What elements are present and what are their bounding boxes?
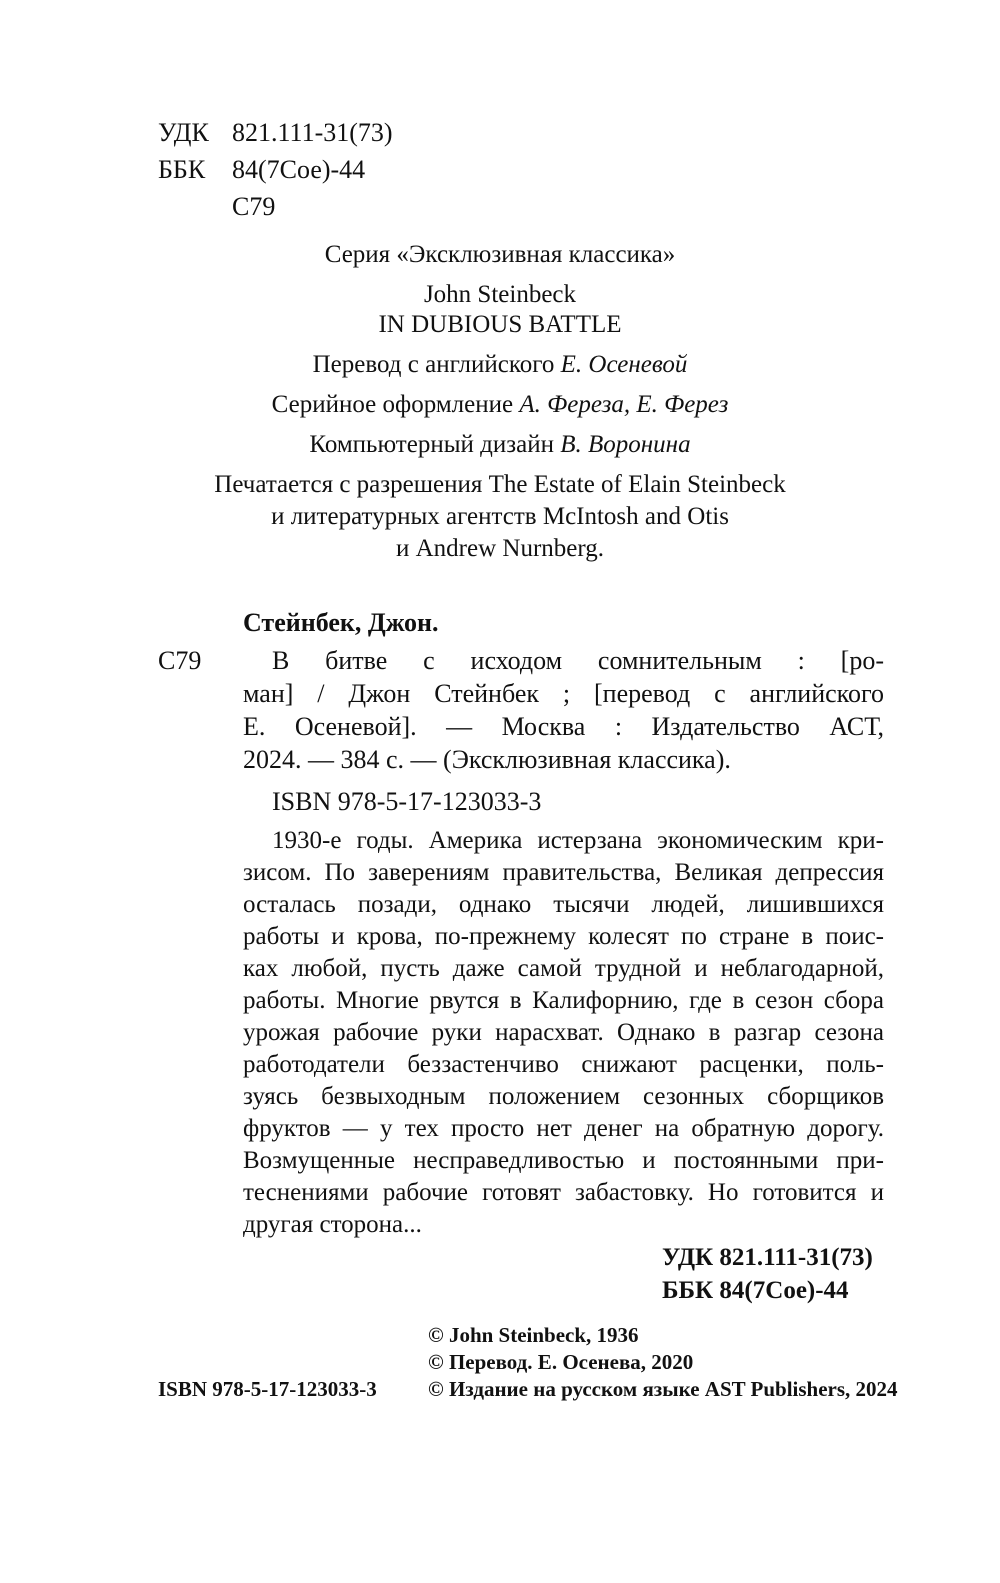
classification-bbk: ББК 84(7Сое)-44	[662, 1277, 849, 1304]
record-heading: Стейнбек, Джон.	[243, 608, 439, 637]
series-design-label: Серийное оформление	[271, 391, 514, 418]
author-mark: С79	[232, 192, 276, 221]
annotation-line: зисом. По заверениям правительства, Великая депрессия	[243, 859, 884, 886]
record-isbn: ISBN 978-5-17-123033-3	[272, 787, 542, 816]
copyright-line: © Перевод. Е. Осенева, 2020	[428, 1350, 694, 1374]
record-line: Е. Осеневой]. — Москва : Издательство АСТ,	[243, 712, 884, 741]
record-line: 2024. — 384 с. — (Эксклюзивная классика).	[243, 745, 731, 774]
computer-designer: В. Воронина	[560, 431, 691, 458]
annotation-line: фруктов — у тех просто нет денег на обратную дорогу.	[243, 1115, 884, 1142]
annotation-line: другая сторона...	[243, 1211, 422, 1238]
copyright-line: © Издание на русском языке AST Publishers, 2024	[428, 1377, 898, 1401]
copyright-line: © John Steinbeck, 1936	[428, 1323, 639, 1347]
annotation-line: зуясь безвыходным положением сезонных сборщиков	[243, 1083, 884, 1110]
computer-design-label: Компьютерный дизайн	[309, 431, 554, 458]
classification-udk: УДК 821.111-31(73)	[662, 1244, 873, 1271]
annotation-line: работы. Многие рвутся в Калифорнию, где в сезон сбора	[243, 987, 884, 1014]
permission-line: Печатается с разрешения The Estate of Elain Steinbeck	[214, 471, 786, 498]
copyright-isbn: ISBN 978-5-17-123033-3	[158, 1377, 377, 1401]
annotation-line: 1930-е годы. Америка истерзана экономическим кри-	[272, 827, 884, 854]
udk-value: 821.111-31(73)	[232, 118, 393, 147]
permission-line: и Andrew Nurnberg.	[395, 535, 604, 562]
record-line: ман] / Джон Стейнбек ; [перевод с английского	[243, 679, 884, 708]
translator-name: Е. Осеневой	[560, 351, 688, 378]
annotation-line: Возмущенные несправедливостью и постоянными при-	[243, 1147, 884, 1174]
original-title: IN DUBIOUS BATTLE	[378, 311, 622, 338]
annotation-line: работодатели беззастенчиво снижают расценки, поль-	[243, 1051, 884, 1078]
annotation-line: ках любой, пусть даже самой трудной и неблагодарной,	[243, 955, 884, 982]
series-line: Серия «Эксклюзивная классика»	[324, 241, 676, 268]
annotation-line: работы и крова, по-прежнему колесят по стране в поис-	[243, 923, 884, 950]
udk-label: УДК	[158, 118, 209, 147]
permission-line: и литературных агентств McIntosh and Otis	[271, 503, 729, 530]
annotation-line: урожая рабочие руки нарасхват. Однако в разгар сезона	[243, 1019, 884, 1046]
series-design-credit	[0, 390, 1000, 419]
original-author: John Steinbeck	[423, 281, 577, 308]
bbk-value: 84(7Сое)-44	[232, 155, 366, 184]
annotation-line: осталась позади, однако тысячи людей, лишившихся	[243, 891, 884, 918]
bbk-label: ББК	[158, 155, 206, 184]
translation-label: Перевод с английского	[312, 351, 555, 378]
record-line: В битве с исходом сомнительным : [ро-	[272, 646, 884, 675]
computer-design-credit	[0, 430, 1000, 459]
record-mark: С79	[158, 646, 202, 675]
annotation-line: теснениями рабочие готовят забастовку. Но готовится и	[243, 1179, 884, 1206]
translation-credit	[0, 350, 1000, 379]
series-designers: А. Фереза, Е. Ферез	[519, 391, 729, 418]
